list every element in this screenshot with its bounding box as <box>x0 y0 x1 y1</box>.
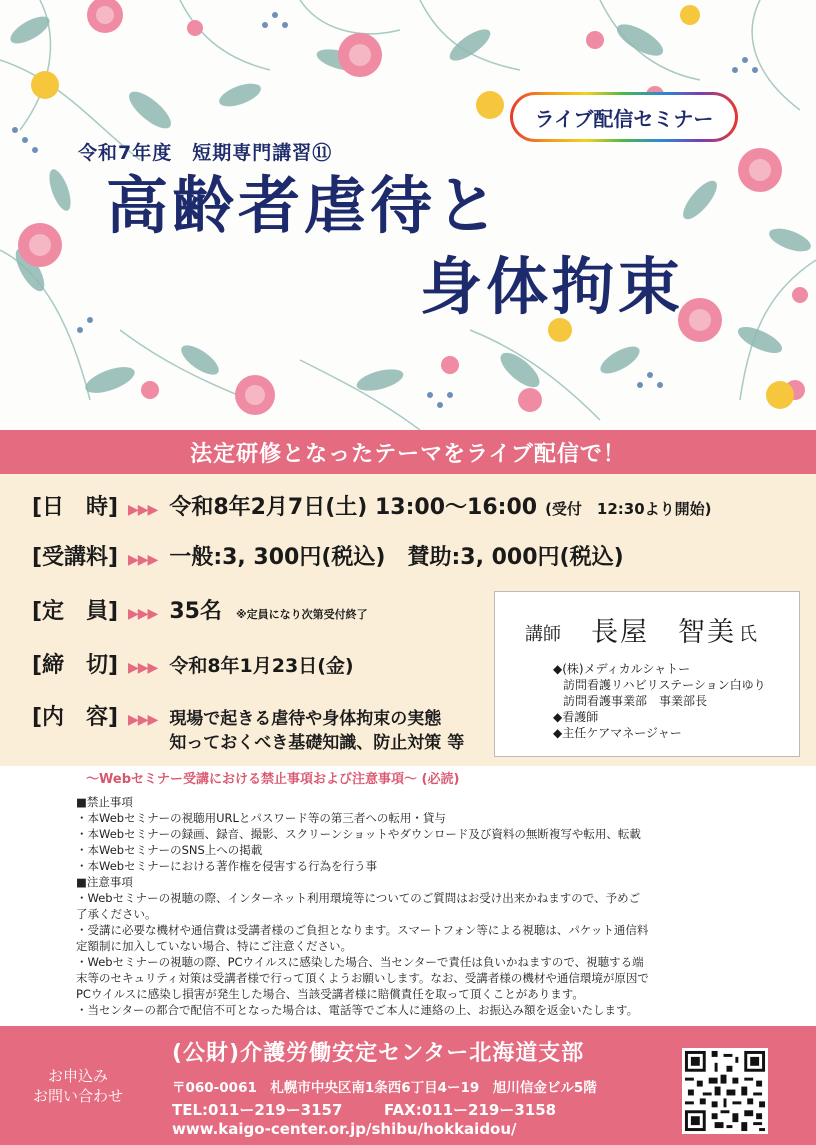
deadline-label: [締 切] <box>32 653 119 678</box>
lecturer-role: 講師 <box>525 624 561 645</box>
lecturer-affiliation: ◆(株)メディカルシャトー <box>553 662 691 676</box>
lecturer-honorific: 氏 <box>739 624 757 645</box>
capacity-row <box>32 594 368 625</box>
notice-line: ・本Webセミナーにおける著作権を侵害する行為を行う事 <box>76 859 378 873</box>
fee-value: 一般:3, 300円(税込) 賛助:3, 000円(税込) <box>169 545 624 570</box>
date-value: 令和8年2月7日(土) 13:00～16:00 <box>169 495 538 520</box>
notice-line: 末等のセキュリティ対策は受講者様で行って頂くようお願いします。なお、受講者様の機材や通信環境が原因で <box>76 971 649 985</box>
deadline-value: 令和8年1月23日(金) <box>169 655 354 677</box>
arrow-icon: ▶▶▶ <box>128 712 158 728</box>
capacity-note: ※定員になり次第受付終了 <box>235 608 368 621</box>
organization-address: 〒060-0061 札幌市中央区南1条西6丁目4ー19 旭川信金ビル5階 <box>172 1080 597 1096</box>
content-label: [内 容] <box>32 705 119 730</box>
capacity-label: [定 員] <box>32 599 119 624</box>
notice-line: ・当センターの都合で配信不可となった場合は、電話等でご本人に連絡の上、お振込み額を返金いたします。 <box>76 1003 639 1017</box>
lecturer-name: 長屋 智美 <box>591 617 736 648</box>
fax-number: FAX:011ー219ー3158 <box>384 1101 557 1119</box>
phone-number[interactable]: TEL:011ー219ー3157 <box>172 1101 343 1119</box>
arrow-icon: ▶▶▶ <box>128 552 158 568</box>
lecturer-affiliation: 訪問看護リハビリステーション白ゆり <box>563 678 766 692</box>
page-title-line1: 高齢者虐待と <box>106 169 503 242</box>
notice-line: ・本Webセミナーの視聴用URLとパスワード等の第三者への転用・貸与 <box>76 811 446 825</box>
deadline-row <box>32 648 354 679</box>
lecturer-box <box>494 591 800 757</box>
date-reception: (受付 12:30より開始) <box>545 500 712 518</box>
notice-line: ・本Webセミナーの録画、録音、撮影、スクリーンショットやダウンロード及び資料の無断複写や転用、転載 <box>76 827 641 841</box>
notice-line: 定額制に加入していない場合、特にご注意ください。 <box>76 939 352 953</box>
notice-line: ・Webセミナーの視聴の際、PCウイルスに感染した場合、当センターで責任は負いかねますので、視聴する端 <box>76 955 644 969</box>
contact-label-line1: お申込み <box>47 1067 108 1085</box>
tagline-banner: 法定研修となったテーマをライブ配信で！ <box>0 430 816 474</box>
page-title-line2: 身体拘束 <box>420 250 685 323</box>
contact-label <box>28 1066 128 1106</box>
organization-name: (公財)介護労働安定センター北海道支部 <box>172 1041 585 1066</box>
notice-line: ・受講に必要な機材や通信費は受講者様のご負担となります。スマートフォン等による視聴は、パケット通信料 <box>76 923 649 937</box>
notice-line: ■注意事項 <box>76 875 133 889</box>
notice-line: PCウイルスに感染し損害が発生した場合、当該受講者様に賠償責任を取って頂くことがあります。 <box>76 987 584 1001</box>
content-values <box>169 707 464 755</box>
notice-title: ～Webセミナー受講における禁止事項および注意事項～ (必読) <box>86 772 460 787</box>
date-row <box>32 490 712 521</box>
contact-label-line2: お問い合わせ <box>32 1087 123 1105</box>
fee-row <box>32 540 624 571</box>
arrow-icon: ▶▶▶ <box>128 660 158 676</box>
content-row <box>32 700 464 755</box>
notice-line: ・Webセミナーの視聴の際、インターネット利用環境等についてのご質問はお受け出来かねますので、予めご <box>76 891 641 905</box>
lecturer-affiliation: 訪問看護事業部 事業部長 <box>563 694 708 708</box>
content-line2: 知っておくべき基礎知識、防止対策 等 <box>169 733 465 753</box>
fee-label: [受講料] <box>32 545 119 570</box>
qr-code-icon[interactable] <box>682 1048 768 1134</box>
notice-line: 了承ください。 <box>76 907 157 921</box>
lecturer-affiliation: ◆主任ケアマネージャー <box>553 726 682 740</box>
arrow-icon: ▶▶▶ <box>128 606 158 622</box>
website-link[interactable]: www.kaigo-center.or.jp/shibu/hokkaidou/ <box>172 1120 517 1138</box>
live-seminar-badge: ライブ配信セミナー <box>510 92 738 142</box>
arrow-icon: ▶▶▶ <box>128 502 158 518</box>
capacity-value: 35名 <box>169 599 222 624</box>
notice-line: ■禁止事項 <box>76 795 133 809</box>
course-subtitle: 令和7年度 短期専門講習⑪ <box>78 142 333 164</box>
lecturer-affiliation: ◆看護師 <box>553 710 599 724</box>
notice-line: ・本WebセミナーのSNS上への掲載 <box>76 843 263 857</box>
content-line1: 現場で起きる虐待や身体拘束の実態 <box>169 709 442 729</box>
date-label: [日 時] <box>32 495 119 520</box>
